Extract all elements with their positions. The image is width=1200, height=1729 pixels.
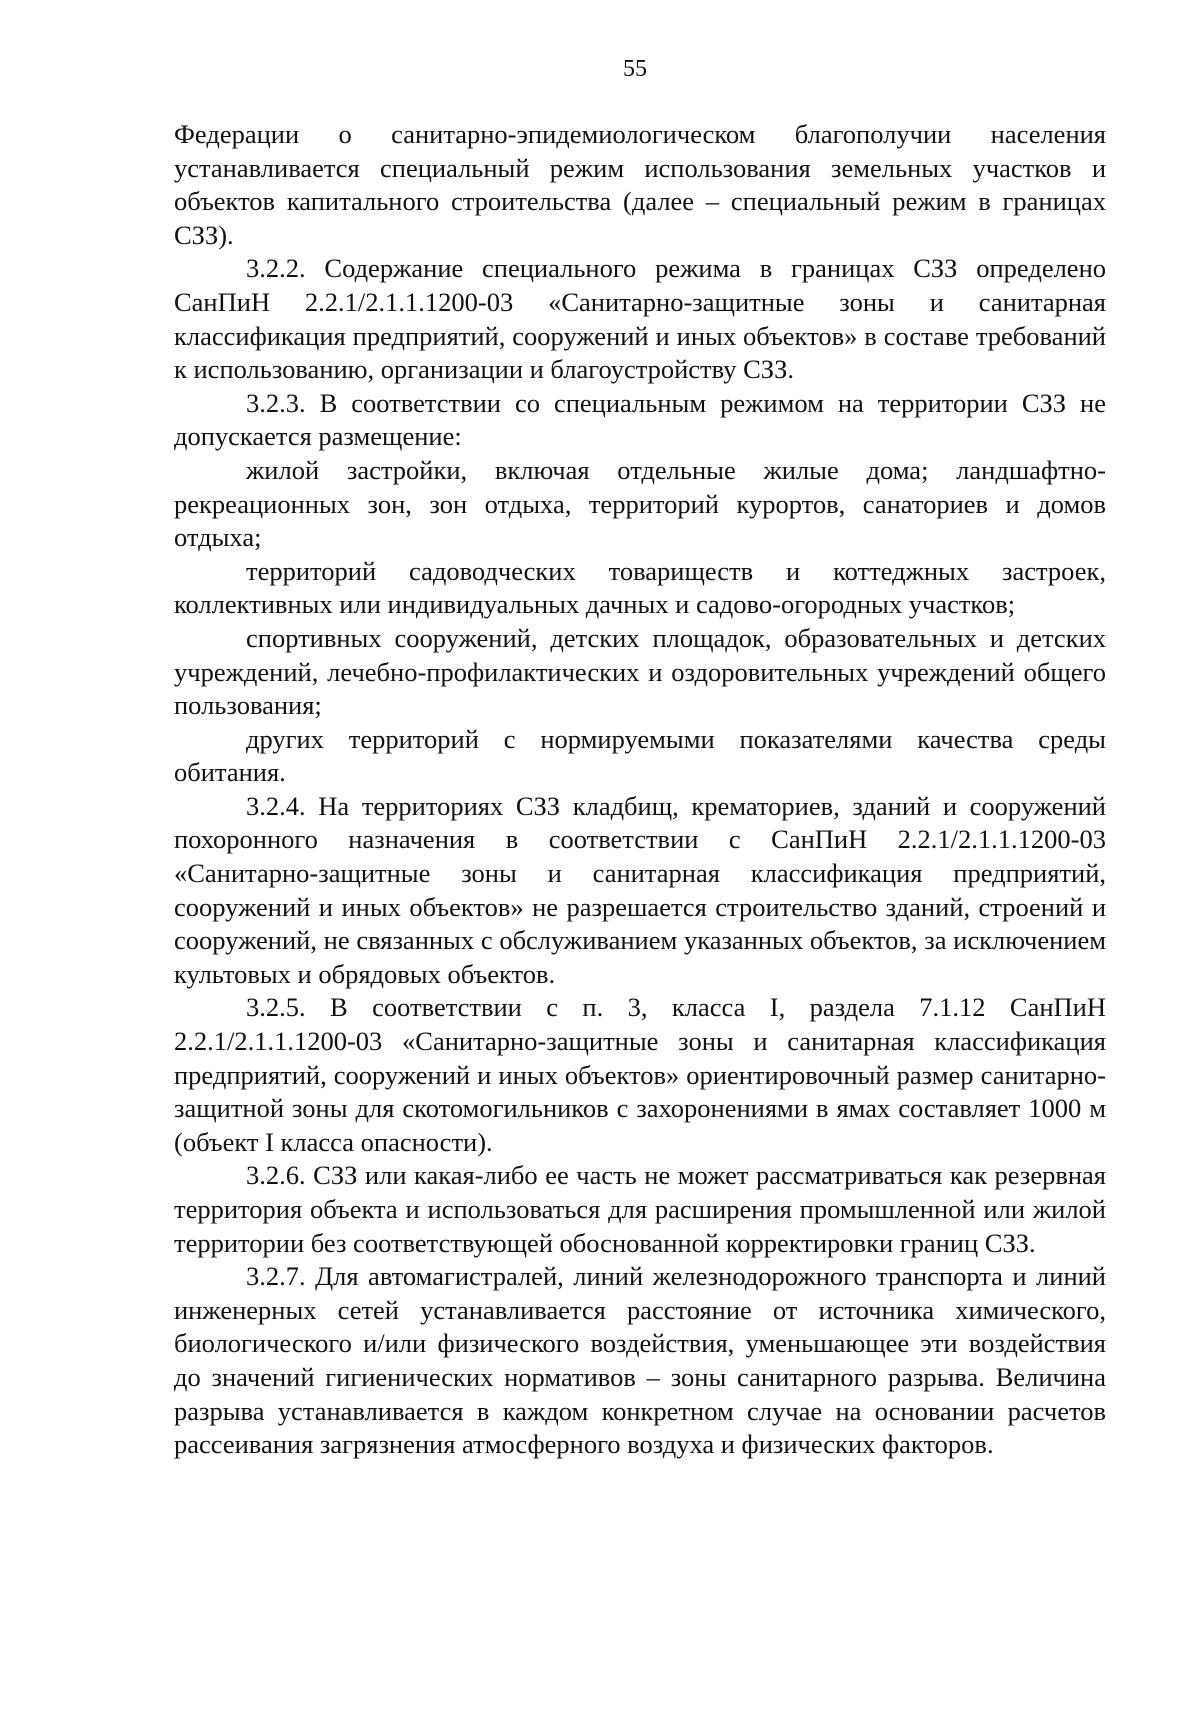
paragraph-3-2-6: 3.2.6. СЗЗ или какая-либо ее часть не может рассматриваться как резервная территория объекта и использоваться для расширения промышленной или жилой территории без соответствующей обоснованной корректировки границ СЗЗ.	[174, 1160, 1106, 1258]
paragraph-3-2-3: 3.2.3. В соответствии со специальным режимом на территории СЗЗ не допускается размещение:	[174, 387, 1106, 452]
paragraph-3-2-7: 3.2.7. Для автомагистралей, линий железнодорожного транспорта и линий инженерных сетей устанавливается расстояние от источника химического, биологического и/или физического воздействия, уменьшающее эти воздействия до значений гигиенических нормативов – зоны санитарного разрыва. Величина разрыва устанавливается в каждом конкретном случае на основании расчетов рассеивания загрязнения атмосферного воздуха и физических факторов.	[174, 1261, 1106, 1460]
paragraph-continuation: Федерации о санитарно-эпидемиологическом благополучии населения устанавливается специальный режим использования земельных участков и объектов капитального строительства (далее – специальный режим в границах СЗЗ).	[174, 119, 1106, 250]
paragraph-3-2-4: 3.2.4. На территориях СЗЗ кладбищ, крематориев, зданий и сооружений похоронного назначения в соответствии с СанПиН 2.2.1/2.1.1.1200-03 «Санитарно-защитные зоны и санитарная классификация предприятий, сооружений и иных объектов» не разрешается строительство зданий, строений и сооружений, не связанных с обслуживанием указанных объектов, за исключением культовых и обрядовых объектов.	[174, 790, 1106, 989]
list-item-sports: спортивных сооружений, детских площадок, образовательных и детских учреждений, лечебно-профилактических и оздоровительных учреждений общего пользования;	[174, 622, 1106, 721]
paragraph-3-2-5: 3.2.5. В соответствии с п. 3, класса I, раздела 7.1.12 СанПиН 2.2.1/2.1.1.1200-03 «Санитарно-защитные зоны и санитарная классификация предприятий, сооружений и иных объектов» ориентировочный размер санитарно-защитной зоны для скотомогильников с захоронениями в ямах составляет 1000 м (объект I класса опасности).	[174, 992, 1106, 1157]
page-number: 55	[623, 56, 647, 82]
list-item-other: других территорий с нормируемыми показателями качества среды обитания.	[174, 723, 1106, 788]
list-item-garden: территорий садоводческих товариществ и коттеджных застроек, коллективных или индивидуальных дачных и садово-огородных участков;	[174, 555, 1106, 620]
document-body	[174, 118, 1106, 1462]
list-item-residential: жилой застройки, включая отдельные жилые дома; ландшафтно-рекреационных зон, зон отдыха, территорий курортов, санаториев и домов отдыха;	[174, 454, 1106, 553]
paragraph-3-2-2: 3.2.2. Содержание специального режима в границах СЗЗ определено СанПиН 2.2.1/2.1.1.1200-03 «Санитарно-защитные зоны и санитарная классификация предприятий, сооружений и иных объектов» в составе требований к использованию, организации и благоустройству СЗЗ.	[174, 253, 1106, 385]
